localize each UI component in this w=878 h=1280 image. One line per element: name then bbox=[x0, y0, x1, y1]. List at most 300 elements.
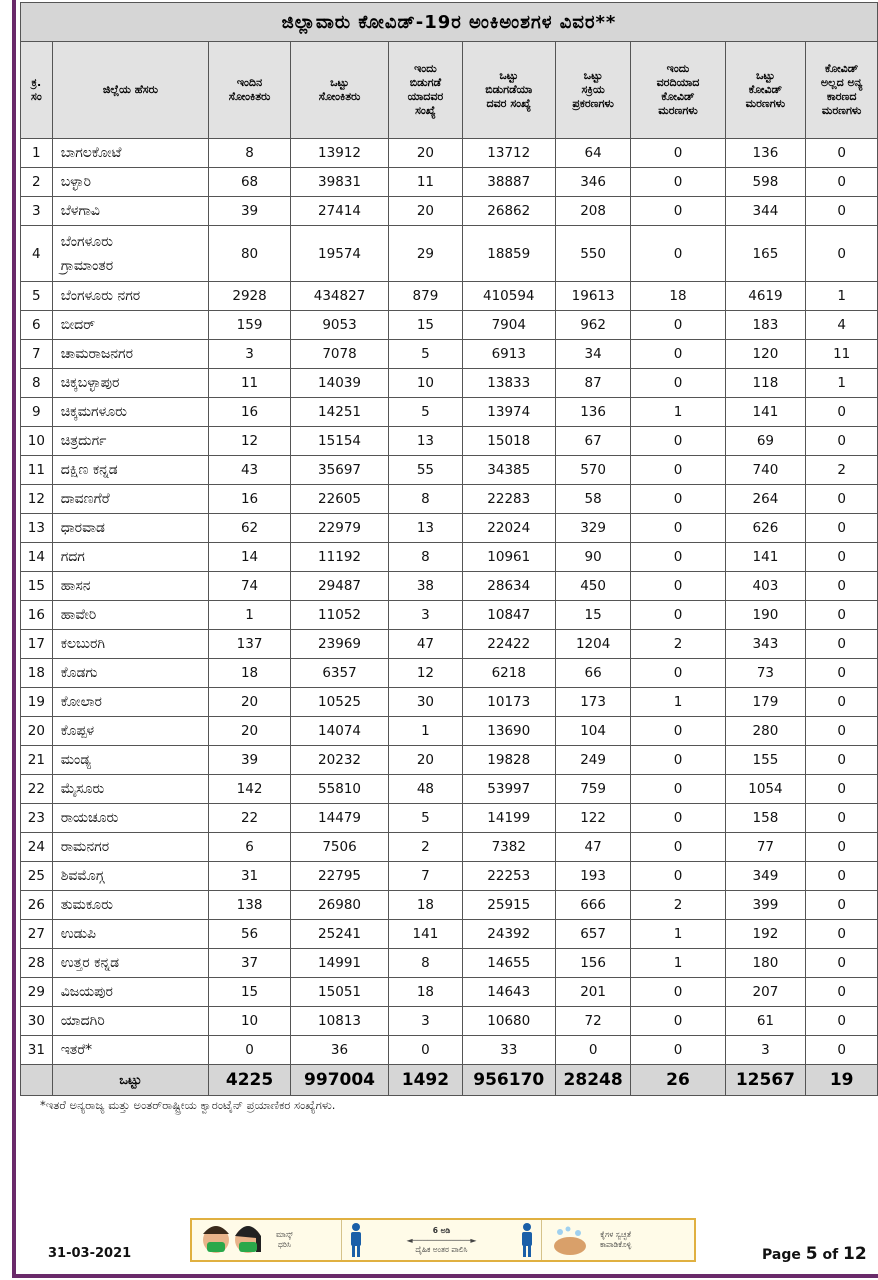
cell-other-deaths: 0 bbox=[806, 862, 878, 891]
cell-deaths-today: 0 bbox=[631, 775, 725, 804]
totals-active: 28248 bbox=[555, 1065, 631, 1096]
cell-deaths-today: 1 bbox=[631, 398, 725, 427]
cell-active: 47 bbox=[555, 833, 631, 862]
cell-name: ಚಿಕ್ಕಬಳ್ಳಾಪುರ bbox=[52, 369, 208, 398]
cell-disc-today: 18 bbox=[389, 978, 463, 1007]
cell-today: 20 bbox=[209, 688, 291, 717]
cell-deaths-total: 190 bbox=[725, 601, 806, 630]
cell-total: 22795 bbox=[290, 862, 388, 891]
cell-other-deaths: 0 bbox=[806, 949, 878, 978]
cell-sn: 10 bbox=[21, 427, 53, 456]
cell-total: 9053 bbox=[290, 311, 388, 340]
cell-today: 80 bbox=[209, 226, 291, 282]
cell-disc-total: 34385 bbox=[462, 456, 555, 485]
cell-other-deaths: 0 bbox=[806, 891, 878, 920]
cell-deaths-today: 1 bbox=[631, 688, 725, 717]
cell-deaths-today: 0 bbox=[631, 746, 725, 775]
cell-other-deaths: 0 bbox=[806, 1036, 878, 1065]
cell-active: 90 bbox=[555, 543, 631, 572]
cell-total: 22979 bbox=[290, 514, 388, 543]
cell-deaths-today: 1 bbox=[631, 949, 725, 978]
cell-deaths-total: 343 bbox=[725, 630, 806, 659]
cell-name: ಗದಗ bbox=[52, 543, 208, 572]
cell-sn: 12 bbox=[21, 485, 53, 514]
cell-deaths-total: 165 bbox=[725, 226, 806, 282]
column-header: ಒಟ್ಟು ಬಿಡುಗಡೆಯಾ ದವರ ಸಂಖ್ಯೆ bbox=[462, 42, 555, 139]
distance-segment bbox=[342, 1220, 542, 1260]
cell-disc-total: 19828 bbox=[462, 746, 555, 775]
column-header: ಒಟ್ಟು ಕೋವಿಡ್ ಮರಣಗಳು bbox=[725, 42, 806, 139]
cell-deaths-today: 0 bbox=[631, 804, 725, 833]
cell-today: 8 bbox=[209, 139, 291, 168]
cell-disc-today: 15 bbox=[389, 311, 463, 340]
cell-today: 39 bbox=[209, 197, 291, 226]
cell-today: 2928 bbox=[209, 282, 291, 311]
cell-active: 1204 bbox=[555, 630, 631, 659]
cell-deaths-total: 183 bbox=[725, 311, 806, 340]
cell-disc-total: 22253 bbox=[462, 862, 555, 891]
cell-deaths-total: 77 bbox=[725, 833, 806, 862]
column-header: ಇಂದು ವರದಿಯಾದ ಕೋವಿಡ್ ಮರಣಗಳು bbox=[631, 42, 725, 139]
cell-name: ಹಾಸನ bbox=[52, 572, 208, 601]
cell-deaths-total: 136 bbox=[725, 139, 806, 168]
cell-deaths-today: 2 bbox=[631, 630, 725, 659]
cell-deaths-total: 344 bbox=[725, 197, 806, 226]
cell-disc-today: 5 bbox=[389, 804, 463, 833]
totals-row bbox=[21, 1065, 878, 1096]
cell-disc-total: 15018 bbox=[462, 427, 555, 456]
cell-deaths-today: 0 bbox=[631, 862, 725, 891]
cell-deaths-total: 264 bbox=[725, 485, 806, 514]
cell-disc-today: 20 bbox=[389, 139, 463, 168]
cell-deaths-total: 61 bbox=[725, 1007, 806, 1036]
cell-other-deaths: 0 bbox=[806, 197, 878, 226]
cell-sn: 25 bbox=[21, 862, 53, 891]
cell-today: 18 bbox=[209, 659, 291, 688]
cell-total: 27414 bbox=[290, 197, 388, 226]
cell-other-deaths: 0 bbox=[806, 659, 878, 688]
cell-disc-today: 13 bbox=[389, 427, 463, 456]
distance-label-group bbox=[406, 1226, 476, 1255]
totals-label: ಒಟ್ಟು bbox=[52, 1065, 208, 1096]
cell-active: 962 bbox=[555, 311, 631, 340]
cell-today: 74 bbox=[209, 572, 291, 601]
table-row bbox=[21, 775, 878, 804]
cell-active: 87 bbox=[555, 369, 631, 398]
cell-name: ರಾಮನಗರ bbox=[52, 833, 208, 862]
cell-total: 14991 bbox=[290, 949, 388, 978]
cell-name: ಉಡುಪಿ bbox=[52, 920, 208, 949]
cell-other-deaths: 0 bbox=[806, 601, 878, 630]
cell-sn: 19 bbox=[21, 688, 53, 717]
cell-deaths-total: 399 bbox=[725, 891, 806, 920]
table-row bbox=[21, 717, 878, 746]
cell-deaths-total: 141 bbox=[725, 398, 806, 427]
cell-sn: 21 bbox=[21, 746, 53, 775]
table-row bbox=[21, 688, 878, 717]
cell-disc-total: 22422 bbox=[462, 630, 555, 659]
cell-deaths-total: 4619 bbox=[725, 282, 806, 311]
cell-today: 10 bbox=[209, 1007, 291, 1036]
table-row bbox=[21, 572, 878, 601]
cell-total: 14479 bbox=[290, 804, 388, 833]
cell-sn: 9 bbox=[21, 398, 53, 427]
cell-sn: 30 bbox=[21, 1007, 53, 1036]
cell-disc-today: 20 bbox=[389, 197, 463, 226]
cell-today: 43 bbox=[209, 456, 291, 485]
cell-active: 657 bbox=[555, 920, 631, 949]
cell-total: 6357 bbox=[290, 659, 388, 688]
cell-deaths-today: 0 bbox=[631, 456, 725, 485]
cell-other-deaths: 0 bbox=[806, 746, 878, 775]
cell-sn: 14 bbox=[21, 543, 53, 572]
cell-other-deaths: 0 bbox=[806, 833, 878, 862]
cell-other-deaths: 0 bbox=[806, 139, 878, 168]
column-header: ಕ್ರ. ಸಂ bbox=[21, 42, 53, 139]
column-header: ಕೋವಿಡ್ ಅಲ್ಲದ ಅನ್ಯ ಕಾರಣದ ಮರಣಗಳು bbox=[806, 42, 878, 139]
table-row bbox=[21, 139, 878, 168]
cell-deaths-total: 349 bbox=[725, 862, 806, 891]
cell-other-deaths: 0 bbox=[806, 920, 878, 949]
cell-deaths-today: 0 bbox=[631, 978, 725, 1007]
cell-deaths-total: 192 bbox=[725, 920, 806, 949]
cell-total: 10813 bbox=[290, 1007, 388, 1036]
cell-total: 26980 bbox=[290, 891, 388, 920]
cell-deaths-today: 0 bbox=[631, 1007, 725, 1036]
cell-disc-total: 18859 bbox=[462, 226, 555, 282]
cell-other-deaths: 1 bbox=[806, 282, 878, 311]
cell-active: 122 bbox=[555, 804, 631, 833]
page-total: 12 bbox=[843, 1244, 867, 1264]
cell-disc-total: 14655 bbox=[462, 949, 555, 978]
cell-other-deaths: 0 bbox=[806, 398, 878, 427]
cell-sn: 16 bbox=[21, 601, 53, 630]
cell-sn: 2 bbox=[21, 168, 53, 197]
cell-name: ಚಿಕ್ಕಮಗಳೂರು bbox=[52, 398, 208, 427]
totals-today: 4225 bbox=[209, 1065, 291, 1096]
cell-active: 66 bbox=[555, 659, 631, 688]
table-row bbox=[21, 456, 878, 485]
cell-name: ಬಾಗಲಕೋಟೆ bbox=[52, 139, 208, 168]
totals-disc-total: 956170 bbox=[462, 1065, 555, 1096]
cell-disc-total: 14199 bbox=[462, 804, 555, 833]
cell-active: 570 bbox=[555, 456, 631, 485]
cell-today: 11 bbox=[209, 369, 291, 398]
cell-deaths-total: 280 bbox=[725, 717, 806, 746]
cell-sn: 5 bbox=[21, 282, 53, 311]
cell-deaths-today: 0 bbox=[631, 197, 725, 226]
cell-name: ದಕ್ಷಿಣ ಕನ್ನಡ bbox=[52, 456, 208, 485]
person-icon bbox=[348, 1222, 364, 1258]
table-row bbox=[21, 804, 878, 833]
cell-other-deaths: 0 bbox=[806, 572, 878, 601]
cell-today: 1 bbox=[209, 601, 291, 630]
cell-total: 7506 bbox=[290, 833, 388, 862]
cell-disc-today: 5 bbox=[389, 340, 463, 369]
cell-disc-total: 22024 bbox=[462, 514, 555, 543]
cell-disc-today: 11 bbox=[389, 168, 463, 197]
cell-name: ಚಿತ್ರದುರ್ಗ bbox=[52, 427, 208, 456]
column-header: ಇಂದು ಬಿಡುಗಡೆ ಯಾದವರ ಸಂಖ್ಯೆ bbox=[389, 42, 463, 139]
table-row bbox=[21, 891, 878, 920]
cell-sn: 31 bbox=[21, 1036, 53, 1065]
cell-name: ಹಾವೇರಿ bbox=[52, 601, 208, 630]
safety-banner bbox=[190, 1218, 696, 1262]
cell-sn: 29 bbox=[21, 978, 53, 1007]
table-row bbox=[21, 543, 878, 572]
cell-deaths-today: 0 bbox=[631, 1036, 725, 1065]
cell-sn: 1 bbox=[21, 139, 53, 168]
cell-other-deaths: 0 bbox=[806, 688, 878, 717]
cell-deaths-today: 0 bbox=[631, 340, 725, 369]
cell-active: 666 bbox=[555, 891, 631, 920]
cell-disc-total: 33 bbox=[462, 1036, 555, 1065]
cell-sn: 6 bbox=[21, 311, 53, 340]
cell-today: 142 bbox=[209, 775, 291, 804]
cell-deaths-total: 179 bbox=[725, 688, 806, 717]
cell-other-deaths: 0 bbox=[806, 717, 878, 746]
cell-name: ತುಮಕೂರು bbox=[52, 891, 208, 920]
cell-active: 136 bbox=[555, 398, 631, 427]
cell-other-deaths: 0 bbox=[806, 226, 878, 282]
cell-deaths-total: 740 bbox=[725, 456, 806, 485]
cell-name: ಬೆಂಗಳೂರು ಗ್ರಾಮಾಂತರ bbox=[52, 226, 208, 282]
cell-sn: 4 bbox=[21, 226, 53, 282]
cell-today: 12 bbox=[209, 427, 291, 456]
cell-disc-total: 6218 bbox=[462, 659, 555, 688]
hands-segment bbox=[542, 1220, 694, 1260]
cell-deaths-today: 0 bbox=[631, 659, 725, 688]
cell-deaths-today: 0 bbox=[631, 543, 725, 572]
cell-disc-today: 2 bbox=[389, 833, 463, 862]
cell-name: ಬೆಂಗಳೂರು ನಗರ bbox=[52, 282, 208, 311]
person-icon bbox=[519, 1222, 535, 1258]
table-row bbox=[21, 1036, 878, 1065]
cell-deaths-today: 0 bbox=[631, 427, 725, 456]
cell-disc-today: 7 bbox=[389, 862, 463, 891]
cell-deaths-total: 73 bbox=[725, 659, 806, 688]
column-header: ಜಿಲ್ಲೆಯ ಹೆಸರು bbox=[52, 42, 208, 139]
cell-disc-total: 14643 bbox=[462, 978, 555, 1007]
table-row bbox=[21, 833, 878, 862]
cell-disc-today: 8 bbox=[389, 485, 463, 514]
mask-text: ಮಾಸ್ಕ್ ಧರಿಸಿ bbox=[276, 1230, 293, 1249]
cell-deaths-total: 403 bbox=[725, 572, 806, 601]
cell-deaths-today: 0 bbox=[631, 311, 725, 340]
cell-total: 20232 bbox=[290, 746, 388, 775]
cell-other-deaths: 0 bbox=[806, 543, 878, 572]
masked-faces-icon bbox=[198, 1222, 268, 1258]
page-prefix: Page bbox=[762, 1247, 806, 1263]
cell-deaths-total: 158 bbox=[725, 804, 806, 833]
cell-total: 36 bbox=[290, 1036, 388, 1065]
cell-disc-total: 25915 bbox=[462, 891, 555, 920]
cell-disc-today: 12 bbox=[389, 659, 463, 688]
cell-today: 68 bbox=[209, 168, 291, 197]
cell-disc-today: 8 bbox=[389, 949, 463, 978]
cell-active: 0 bbox=[555, 1036, 631, 1065]
cell-name: ಯಾದಗಿರಿ bbox=[52, 1007, 208, 1036]
cell-disc-today: 3 bbox=[389, 1007, 463, 1036]
cell-active: 329 bbox=[555, 514, 631, 543]
table-row bbox=[21, 168, 878, 197]
cell-disc-today: 18 bbox=[389, 891, 463, 920]
cell-total: 434827 bbox=[290, 282, 388, 311]
cell-active: 67 bbox=[555, 427, 631, 456]
cell-other-deaths: 0 bbox=[806, 514, 878, 543]
cell-other-deaths: 0 bbox=[806, 978, 878, 1007]
cell-sn: 13 bbox=[21, 514, 53, 543]
cell-active: 759 bbox=[555, 775, 631, 804]
cell-active: 346 bbox=[555, 168, 631, 197]
table-row bbox=[21, 746, 878, 775]
cell-deaths-total: 155 bbox=[725, 746, 806, 775]
cell-total: 15051 bbox=[290, 978, 388, 1007]
column-header: ಒಟ್ಟು ಸೋಂಕಿತರು bbox=[290, 42, 388, 139]
handwash-icon bbox=[548, 1222, 592, 1258]
cell-sn: 17 bbox=[21, 630, 53, 659]
cell-deaths-today: 0 bbox=[631, 139, 725, 168]
cell-sn: 26 bbox=[21, 891, 53, 920]
cell-other-deaths: 11 bbox=[806, 340, 878, 369]
cell-disc-total: 10847 bbox=[462, 601, 555, 630]
cell-disc-total: 13974 bbox=[462, 398, 555, 427]
totals-deaths-total: 12567 bbox=[725, 1065, 806, 1096]
cell-name: ಚಾಮರಾಜನಗರ bbox=[52, 340, 208, 369]
cell-total: 13912 bbox=[290, 139, 388, 168]
table-row bbox=[21, 514, 878, 543]
cell-other-deaths: 0 bbox=[806, 775, 878, 804]
cell-other-deaths: 1 bbox=[806, 369, 878, 398]
cell-today: 56 bbox=[209, 920, 291, 949]
table-row bbox=[21, 920, 878, 949]
distance-top-text: 6 ಅಡಿ bbox=[432, 1225, 451, 1235]
cell-today: 39 bbox=[209, 746, 291, 775]
cell-deaths-today: 1 bbox=[631, 920, 725, 949]
cell-disc-today: 47 bbox=[389, 630, 463, 659]
cell-total: 14074 bbox=[290, 717, 388, 746]
cell-other-deaths: 2 bbox=[806, 456, 878, 485]
covid-district-table bbox=[20, 2, 878, 1096]
cell-deaths-total: 141 bbox=[725, 543, 806, 572]
cell-today: 14 bbox=[209, 543, 291, 572]
cell-name: ದಾವಣಗೆರೆ bbox=[52, 485, 208, 514]
cell-deaths-total: 180 bbox=[725, 949, 806, 978]
cell-today: 137 bbox=[209, 630, 291, 659]
cell-deaths-total: 69 bbox=[725, 427, 806, 456]
cell-deaths-today: 0 bbox=[631, 833, 725, 862]
page-indicator bbox=[762, 1244, 867, 1264]
table-row bbox=[21, 485, 878, 514]
totals-total: 997004 bbox=[290, 1065, 388, 1096]
cell-active: 15 bbox=[555, 601, 631, 630]
table-row bbox=[21, 311, 878, 340]
cell-deaths-total: 626 bbox=[725, 514, 806, 543]
cell-deaths-today: 0 bbox=[631, 601, 725, 630]
cell-deaths-today: 0 bbox=[631, 226, 725, 282]
cell-sn: 22 bbox=[21, 775, 53, 804]
page-sep: of bbox=[817, 1247, 844, 1263]
footnote: *ಇತರೆ ಅನ್ಯರಾಜ್ಯ ಮತ್ತು ಅಂತರ್‌ರಾಷ್ಟ್ರೀಯ ಕ್ವಾರಂಟೈನ್ ಪ್ರಯಾಣಿಕರ ಸಂಖ್ಯೆಗಳು. bbox=[40, 1098, 336, 1112]
table-row bbox=[21, 369, 878, 398]
cell-total: 14039 bbox=[290, 369, 388, 398]
cell-disc-total: 28634 bbox=[462, 572, 555, 601]
cell-sn: 15 bbox=[21, 572, 53, 601]
cell-today: 3 bbox=[209, 340, 291, 369]
cell-active: 104 bbox=[555, 717, 631, 746]
cell-active: 64 bbox=[555, 139, 631, 168]
cell-other-deaths: 0 bbox=[806, 804, 878, 833]
cell-today: 6 bbox=[209, 833, 291, 862]
cell-other-deaths: 0 bbox=[806, 427, 878, 456]
cell-other-deaths: 0 bbox=[806, 1007, 878, 1036]
table-row bbox=[21, 630, 878, 659]
cell-active: 58 bbox=[555, 485, 631, 514]
table-row bbox=[21, 601, 878, 630]
cell-deaths-today: 0 bbox=[631, 168, 725, 197]
cell-active: 72 bbox=[555, 1007, 631, 1036]
cell-sn: 24 bbox=[21, 833, 53, 862]
cell-disc-total: 410594 bbox=[462, 282, 555, 311]
table-row bbox=[21, 398, 878, 427]
cell-name: ಕೊಡಗು bbox=[52, 659, 208, 688]
cell-sn: 23 bbox=[21, 804, 53, 833]
cell-disc-total: 13690 bbox=[462, 717, 555, 746]
totals-deaths-today: 26 bbox=[631, 1065, 725, 1096]
table-row bbox=[21, 226, 878, 282]
cell-deaths-today: 0 bbox=[631, 369, 725, 398]
page-current: 5 bbox=[805, 1244, 818, 1264]
cell-disc-today: 38 bbox=[389, 572, 463, 601]
table-row bbox=[21, 282, 878, 311]
cell-today: 16 bbox=[209, 485, 291, 514]
table-row bbox=[21, 659, 878, 688]
cell-active: 450 bbox=[555, 572, 631, 601]
cell-today: 15 bbox=[209, 978, 291, 1007]
cell-total: 55810 bbox=[290, 775, 388, 804]
cell-sn: 27 bbox=[21, 920, 53, 949]
cell-today: 159 bbox=[209, 311, 291, 340]
cell-total: 11052 bbox=[290, 601, 388, 630]
column-header: ಇಂದಿನ ಸೋಂಕಿತರು bbox=[209, 42, 291, 139]
cell-disc-total: 6913 bbox=[462, 340, 555, 369]
cell-name: ಶಿವಮೊಗ್ಗ bbox=[52, 862, 208, 891]
cell-total: 11192 bbox=[290, 543, 388, 572]
cell-total: 14251 bbox=[290, 398, 388, 427]
cell-total: 39831 bbox=[290, 168, 388, 197]
cell-today: 0 bbox=[209, 1036, 291, 1065]
cell-disc-today: 29 bbox=[389, 226, 463, 282]
cell-active: 156 bbox=[555, 949, 631, 978]
cell-disc-today: 30 bbox=[389, 688, 463, 717]
cell-other-deaths: 0 bbox=[806, 630, 878, 659]
table-row bbox=[21, 978, 878, 1007]
cell-disc-total: 10961 bbox=[462, 543, 555, 572]
cell-deaths-today: 18 bbox=[631, 282, 725, 311]
cell-disc-today: 8 bbox=[389, 543, 463, 572]
cell-total: 25241 bbox=[290, 920, 388, 949]
cell-deaths-total: 120 bbox=[725, 340, 806, 369]
report-date: 31-03-2021 bbox=[48, 1246, 132, 1261]
cell-name: ಕೊಪ್ಪಳ bbox=[52, 717, 208, 746]
cell-name: ಕಲಬುರಗಿ bbox=[52, 630, 208, 659]
cell-name: ಉತ್ತರ ಕನ್ನಡ bbox=[52, 949, 208, 978]
cell-disc-total: 13712 bbox=[462, 139, 555, 168]
cell-disc-total: 7904 bbox=[462, 311, 555, 340]
cell-total: 15154 bbox=[290, 427, 388, 456]
cell-deaths-today: 2 bbox=[631, 891, 725, 920]
cell-disc-total: 10173 bbox=[462, 688, 555, 717]
